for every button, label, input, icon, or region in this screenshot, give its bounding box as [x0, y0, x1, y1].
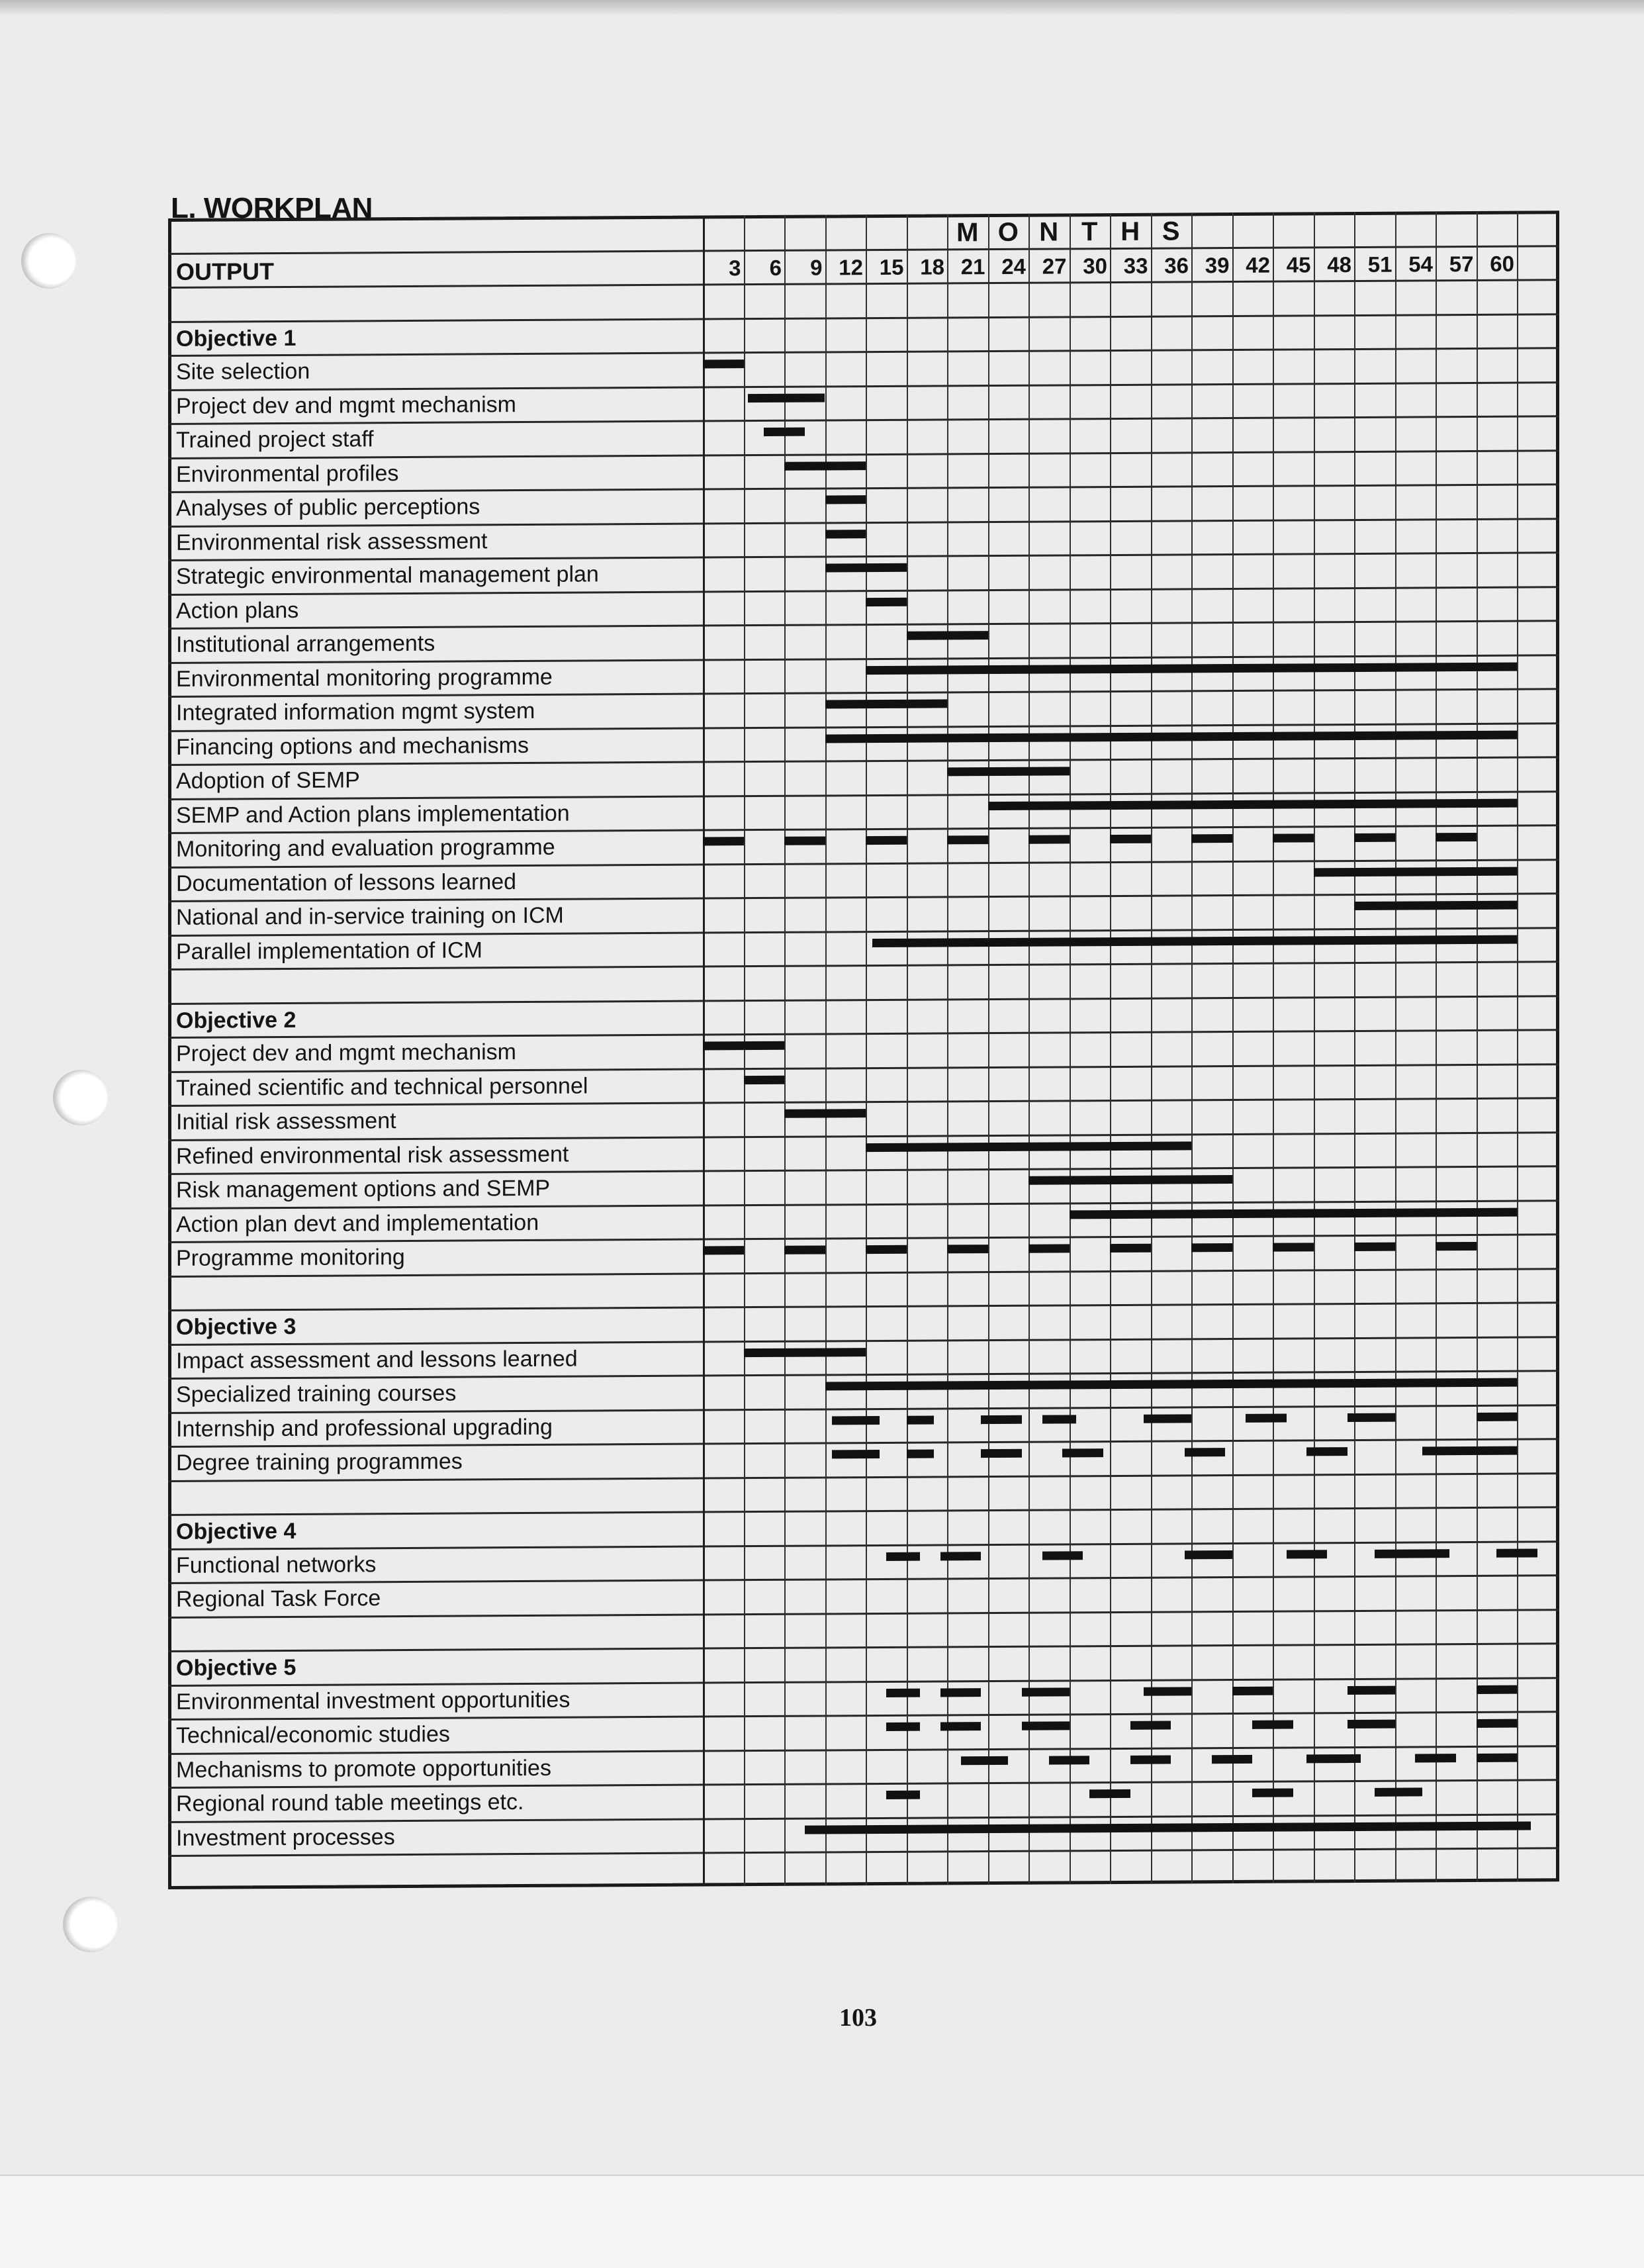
output-label: Monitoring and evaluation programme: [176, 834, 555, 862]
activity-bar: [764, 428, 805, 436]
activity-bar: [1306, 1754, 1361, 1762]
output-label: Environmental risk assessment: [176, 528, 488, 555]
activity-bar: [1496, 1548, 1537, 1557]
activity-bar: [940, 1552, 982, 1560]
month-column-divider: [1477, 211, 1478, 1882]
activity-bar: [1185, 1550, 1232, 1559]
month-tick-label: 54: [1408, 251, 1433, 277]
activity-bar: [1049, 1756, 1090, 1764]
activity-bar: [886, 1552, 920, 1560]
activity-bar: [1273, 833, 1314, 842]
output-label: Site selection: [176, 358, 310, 385]
activity-bar: [1110, 835, 1151, 843]
month-column-divider: [1436, 211, 1437, 1882]
activity-bar: [825, 699, 948, 708]
output-label: Trained scientific and technical personnel: [176, 1072, 588, 1101]
activity-bar: [1306, 1447, 1347, 1456]
label-column-divider: [703, 215, 705, 1886]
activity-bar: [981, 1449, 1022, 1458]
activity-bar: [703, 1246, 744, 1254]
activity-bar: [1354, 901, 1517, 910]
activity-bar: [784, 1245, 825, 1254]
activity-bar: [1130, 1721, 1171, 1730]
output-label: Parallel implementation of ICM: [176, 937, 482, 965]
activity-bar: [886, 1791, 920, 1799]
activity-bar: [1347, 1685, 1395, 1694]
activity-bar: [1477, 1412, 1518, 1421]
month-column-divider: [907, 214, 908, 1885]
activity-bar: [1287, 1550, 1328, 1558]
activity-bar: [907, 631, 988, 640]
activity-bar: [1375, 1787, 1422, 1796]
activity-bar: [1062, 1448, 1103, 1457]
month-tick-label: 18: [920, 254, 944, 279]
month-column-divider: [744, 215, 745, 1886]
output-label: Strategic environmental management plan: [176, 561, 599, 589]
activity-bar: [1375, 1549, 1449, 1558]
page-top-edge: [0, 0, 1644, 15]
activity-bar: [866, 1245, 907, 1254]
activity-bar: [1042, 1551, 1083, 1560]
months-header-letter: T: [1081, 217, 1098, 247]
document-title: L. WORKPLAN: [171, 192, 373, 224]
activity-bar: [1246, 1413, 1287, 1422]
month-tick-label: 12: [839, 254, 863, 279]
activity-bar: [886, 1723, 920, 1731]
month-tick-label: 30: [1083, 253, 1107, 278]
activity-bar: [1252, 1721, 1293, 1729]
output-label: Functional networks: [176, 1551, 377, 1578]
month-tick-label: 45: [1286, 252, 1311, 277]
output-label: Action plans: [176, 597, 299, 624]
activity-bar: [1144, 1687, 1191, 1695]
activity-bar: [1477, 1753, 1518, 1762]
months-header-letter: N: [1039, 217, 1059, 247]
activity-bar: [744, 1075, 785, 1084]
activity-bar: [1042, 1415, 1076, 1423]
output-label: Project dev and mgmt mechanism: [176, 1039, 516, 1066]
activity-bar: [907, 1450, 934, 1458]
output-label: Action plan devt and implementation: [176, 1209, 539, 1237]
activity-bar: [1144, 1414, 1191, 1423]
activity-bar: [1477, 1685, 1518, 1693]
activity-bar: [1354, 833, 1395, 842]
months-header-letter: S: [1162, 216, 1180, 246]
activity-bar: [784, 461, 866, 471]
months-header-letter: M: [956, 218, 979, 248]
output-label: Technical/economic studies: [176, 1721, 450, 1748]
scanner-bed-margin: [0, 2175, 1644, 2268]
months-header-letter: O: [997, 217, 1019, 247]
activity-bar: [832, 1415, 880, 1424]
activity-bar: [1028, 835, 1070, 843]
output-label: Institutional arrangements: [176, 630, 435, 657]
output-label: Risk management options and SEMP: [176, 1175, 551, 1203]
activity-bar: [784, 1109, 866, 1118]
activity-bar: [940, 1688, 982, 1697]
activity-bar: [940, 1722, 982, 1730]
activity-bar: [1028, 1175, 1232, 1185]
activity-bar: [1191, 834, 1232, 843]
month-tick-label: 39: [1205, 252, 1230, 277]
activity-bar: [886, 1688, 920, 1697]
activity-bar: [907, 1415, 934, 1424]
activity-bar: [1022, 1687, 1070, 1696]
activity-bar: [1191, 1243, 1232, 1252]
output-column-header: OUTPUT: [176, 257, 274, 285]
activity-bar: [703, 1041, 784, 1051]
month-tick-label: 3: [729, 255, 741, 280]
output-label: Regional round table meetings etc.: [176, 1789, 524, 1817]
binder-hole-top: [21, 233, 77, 289]
month-tick-label: 6: [769, 255, 782, 280]
months-header-letter: H: [1120, 216, 1140, 246]
output-label: Investment processes: [176, 1824, 395, 1851]
month-tick-label: 9: [810, 254, 823, 280]
activity-bar: [961, 1756, 1009, 1764]
month-column-divider: [988, 214, 989, 1885]
activity-bar: [832, 1450, 880, 1458]
month-column-divider: [1517, 211, 1518, 1882]
activity-bar: [825, 495, 866, 504]
output-label: Degree training programmes: [176, 1448, 463, 1476]
month-column-divider: [1354, 212, 1355, 1883]
activity-bar: [1436, 833, 1477, 841]
activity-bar: [1354, 1243, 1395, 1251]
month-tick-label: 51: [1367, 252, 1393, 277]
objective-heading: Objective 3: [176, 1313, 297, 1340]
month-column-divider: [1191, 213, 1193, 1883]
month-tick-label: 42: [1246, 252, 1270, 277]
page-number: 103: [839, 2004, 877, 2032]
output-label: Trained project staff: [176, 426, 374, 453]
activity-bar: [866, 1141, 1191, 1152]
activity-bar: [1130, 1755, 1171, 1764]
month-column-divider: [1232, 213, 1234, 1883]
activity-bar: [1110, 1244, 1151, 1252]
activity-bar: [1185, 1448, 1226, 1456]
output-label: National and in-service training on ICM: [176, 902, 564, 930]
output-label: Impact assessment and lessons learned: [176, 1346, 578, 1374]
activity-bar: [1028, 1244, 1070, 1252]
month-tick-label: 33: [1123, 253, 1148, 278]
activity-bar: [825, 563, 907, 573]
activity-bar: [1252, 1789, 1293, 1797]
output-label: Financing options and mechanisms: [176, 732, 529, 760]
month-column-divider: [1110, 213, 1111, 1884]
output-label: Adoption of SEMP: [176, 767, 360, 794]
month-column-divider: [1028, 214, 1030, 1885]
activity-bar: [1436, 1242, 1477, 1251]
output-label: Integrated information mgmt system: [176, 698, 535, 726]
month-tick-label: 15: [879, 254, 904, 279]
activity-bar: [1477, 1719, 1518, 1728]
activity-bar: [947, 1245, 988, 1253]
output-label: Regional Task Force: [176, 1585, 381, 1612]
activity-bar: [784, 836, 825, 845]
activity-bar: [866, 836, 907, 845]
output-label: Internship and professional upgrading: [176, 1414, 553, 1442]
activity-bar: [1212, 1754, 1253, 1763]
output-label: Refined environmental risk assessment: [176, 1141, 569, 1169]
activity-bar: [748, 393, 825, 402]
activity-bar: [744, 1348, 866, 1357]
month-tick-label: 60: [1490, 251, 1514, 276]
activity-bar: [1022, 1721, 1070, 1730]
activity-bar: [1314, 867, 1518, 876]
month-column-divider: [1314, 212, 1315, 1883]
binder-hole-bottom: [63, 1897, 118, 1952]
activity-bar: [1089, 1789, 1130, 1798]
month-column-divider: [1070, 213, 1071, 1884]
month-tick-label: 21: [960, 254, 985, 279]
month-tick-label: 24: [1001, 254, 1026, 279]
activity-bar: [981, 1415, 1022, 1423]
output-label: Environmental profiles: [176, 460, 399, 487]
month-column-divider: [1151, 213, 1152, 1884]
output-label: Initial risk assessment: [176, 1108, 396, 1135]
output-label: Environmental investment opportunities: [176, 1687, 571, 1715]
objective-heading: Objective 4: [176, 1518, 297, 1544]
month-tick-label: 57: [1449, 251, 1474, 276]
activity-bar: [1347, 1413, 1395, 1421]
activity-bar: [1347, 1720, 1395, 1728]
month-tick-label: 36: [1164, 252, 1189, 278]
output-label: Specialized training courses: [176, 1380, 457, 1407]
activity-bar: [1273, 1243, 1314, 1251]
activity-bar: [866, 597, 907, 606]
output-label: Project dev and mgmt mechanism: [176, 391, 516, 419]
activity-bar: [703, 837, 744, 845]
output-label: Documentation of lessons learned: [176, 869, 517, 896]
objective-heading: Objective 5: [176, 1654, 297, 1681]
month-column-divider: [1273, 213, 1274, 1883]
activity-bar: [1232, 1686, 1273, 1695]
month-column-divider: [947, 214, 948, 1885]
activity-bar: [825, 530, 866, 538]
output-label: SEMP and Action plans implementation: [176, 800, 570, 828]
month-column-divider: [1395, 212, 1396, 1883]
month-column-divider: [866, 214, 867, 1885]
output-label: Analyses of public perceptions: [176, 494, 480, 521]
activity-bar: [947, 835, 988, 844]
month-tick-label: 48: [1327, 252, 1351, 277]
activity-bar: [1422, 1446, 1518, 1456]
month-tick-label: 27: [1042, 253, 1067, 279]
activity-bar: [703, 359, 744, 368]
objective-heading: Objective 2: [176, 1007, 297, 1033]
objective-heading: Objective 1: [176, 325, 297, 352]
output-label: Environmental monitoring programme: [176, 664, 553, 692]
binder-hole-middle: [53, 1070, 109, 1125]
workplan-gantt-table: [168, 211, 1559, 1889]
activity-bar: [1415, 1754, 1456, 1762]
output-label: Programme monitoring: [176, 1245, 405, 1271]
output-label: Mechanisms to promote opportunities: [176, 1755, 551, 1783]
activity-bar: [947, 767, 1070, 776]
